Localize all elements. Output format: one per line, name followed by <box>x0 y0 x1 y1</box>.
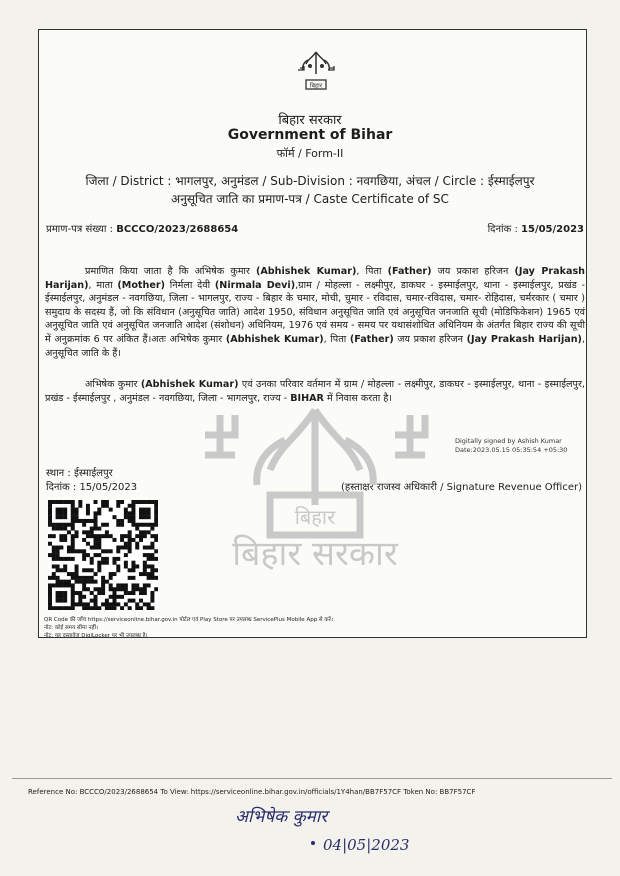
digital-signature <box>455 437 567 455</box>
text-run: (Abhishek Kumar) <box>256 266 357 277</box>
emblem-label: बिहार <box>309 82 323 90</box>
qr-note-line: नोट: कोई समय सीमा नहीं। <box>44 625 98 631</box>
reference-footer: Reference No: BCCCO/2023/2688654 To View: https://serviceonline.bihar.gov.in/officials/1Y4han/BB7F57CF Token No: BB7F57CF <box>28 788 476 796</box>
certificate-title: अनुसूचित जाति का प्रमाण-पत्र / Caste Certificate of SC <box>171 192 449 206</box>
certificate-date-label: दिनांक : <box>487 224 522 235</box>
text-run: अभिषेक कुमार <box>85 379 141 390</box>
tree-icon <box>257 410 374 505</box>
text-run: (Mother) <box>117 279 165 291</box>
text-run: , माता <box>88 279 118 291</box>
text-run: , पिता <box>356 266 388 277</box>
text-run: (Abhishek Kumar) <box>140 379 239 390</box>
text-run: जय प्रकाश हरिजन <box>393 333 467 345</box>
text-run: प्रमाणित किया जाता है कि अभिषेक कुमार <box>85 266 256 277</box>
place-date-block <box>46 467 137 495</box>
handwritten-date: 04|05|2023 <box>323 836 410 854</box>
text-run: (Father) <box>349 333 394 345</box>
text-run: , अनुसूचित जाति के हैं। <box>45 333 586 359</box>
text-run: में निवास करता है। <box>323 392 392 404</box>
qr-code <box>48 500 158 610</box>
text-run: ,ग्राम / मोहल्ला - लक्ष्मीपुर, डाकघर - इस्माईलपुर, थाना - इस्माईलपुर, प्रखंड - ईस्माईलपुर, अनुमंडल - नवगछिया, जिला - भागलपुर, राज्य - बिहार के चमार, मोची, चुमार - रविदास, चमार-रविदास, चमार- रोहिदास, चर्मरकार ( चमार ) समुदाय के सदस्य हैं, जो कि संविधान (अनुसूचित जाति) आदेश 1950, संविधान अनुसूचित जाति एवं अनुसूचित जनजाति सूची (मोडिफिकेशन) 1965 एवं अनुसूचित जाति एवं अनुसूचित जनजाति आदेश (संशोधन) अधिनियम, 1976 एवं समय - समय पर यथासंशोधित अधिनियम के अंतर्गत बिहार राज्य की सूची में अनुक्रमांक 6 पर अंकित हैं।अतः अभिषेक कुमार <box>45 279 585 345</box>
certification-paragraph <box>45 265 585 360</box>
text-run: (Abhishek Kumar) <box>225 333 324 345</box>
bihar-watermark-logo <box>185 400 445 620</box>
residence-paragraph <box>45 378 585 405</box>
watermark-logo-label: बिहार <box>294 505 336 529</box>
government-title: Government of Bihar <box>227 127 393 143</box>
footer-divider <box>12 778 612 779</box>
text-run: जय प्रकाश हरिजन <box>431 266 515 277</box>
hindi-government-title: बिहार सरकार <box>278 113 342 128</box>
text-run: BIHAR <box>290 392 324 404</box>
bihar-emblem-icon <box>294 48 338 94</box>
text-run: (Jay Prakash Harijan) <box>466 333 582 345</box>
certificate-number-value: BCCCO/2023/2688654 <box>116 224 239 235</box>
certificate-number-label: प्रमाण-पत्र संख्या : <box>46 224 117 235</box>
watermark-label: बिहार सरकार <box>232 534 398 574</box>
certificate-date <box>488 221 584 235</box>
text-run: (Jay Prakash Harijan) <box>45 266 585 291</box>
text-run: , पिता <box>323 333 350 345</box>
text-run: (Nirmala Devi) <box>214 279 296 291</box>
form-label: फॉर्म / Form-II <box>276 147 344 160</box>
text-run: एवं उनका परिवार वर्तमान में ग्राम / मोहल्ला - लक्ष्मीपुर, डाकघर - इस्माईलपुर, थाना - इस्माईलपुर, प्रखंड - ईस्माईलपुर , अनुमंडल - नवगछिया, जिला - भागलपुर, राज्य - <box>45 379 585 404</box>
district-line: जिला / District : भागलपुर, अनुमंडल / Sub-Division : नवगछिया, अंचल / Circle : ईस्माईलपुर <box>85 174 535 188</box>
handwritten-name: अभिषेक कुमार <box>235 807 328 827</box>
qr-note-line: नोट: यह दस्तावेज DigiLocker पर भी उपलब्ध है। <box>44 633 148 639</box>
swastika-left-icon <box>205 415 235 455</box>
qr-note-line: QR Code की जाँच https://serviceonline.bihar.gov.in पोर्टल एवं Play Store पर उपलब्ध ServicePlus Mobile App से करें। <box>44 617 333 623</box>
text-run: (Father) <box>387 266 432 277</box>
place-line: स्थान : ईस्माईलपुर <box>46 468 113 479</box>
certificate-date-value: 15/05/2023 <box>521 224 584 235</box>
digital-signature-signer: Digitally signed by Ashish Kumar <box>455 437 562 445</box>
certificate-number <box>46 221 238 235</box>
text-run: निर्मला देवी <box>164 279 215 291</box>
digital-signature-date: Date:2023.05.15 05:35:54 +05:30 <box>455 446 568 454</box>
signatory-label: (हस्ताक्षर राजस्व अधिकारी / Signature Revenue Officer) <box>341 482 582 493</box>
swastika-right-icon <box>395 415 425 455</box>
issue-date-line: दिनांक : 15/05/2023 <box>46 482 138 493</box>
handwritten-signature <box>225 800 445 860</box>
